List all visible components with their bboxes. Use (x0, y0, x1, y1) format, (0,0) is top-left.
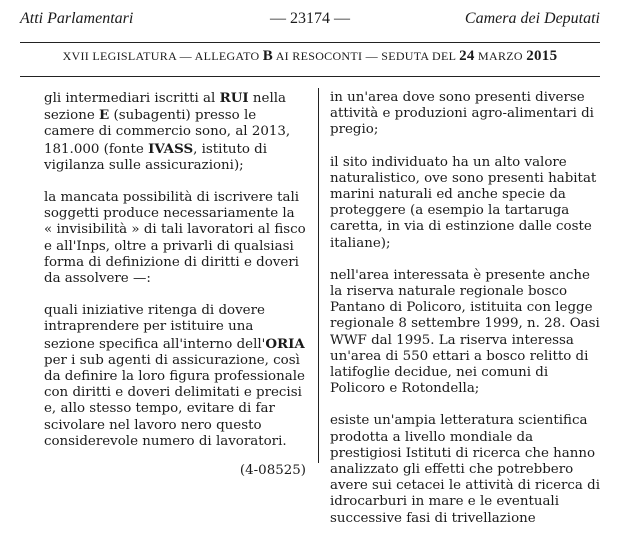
right-paragraph-4: esiste un'ampia letteratura scientifica prodotta a livello mondiale da prestigiosi Istituti di ricerca che hanno analizzato gli effetti che potrebbero avere sui cetacei le attività di ricerca di idrocarburi in mare e le eventuali successive fasi di trivellazione (330, 413, 601, 526)
subheader-year: 2015 (526, 48, 558, 64)
left-paragraph-2: la mancata possibilità di iscrivere tali soggetti produce necessariamente la « invisibilità » di tali lavoratori al fisco e all'Inps, oltre a privarli di qualsiasi forma di definizione di diritti e doveri da assolvere —: (44, 190, 306, 287)
header-top-rule (20, 42, 600, 43)
subheader-part2: AI RESOCONTI — SEDUTA DEL (275, 49, 456, 63)
header-bottom-rule (20, 76, 600, 77)
question-reference: (4-08525) (239, 463, 306, 479)
text-run: quali iniziative ritenga di dovere intraprendere per istituire una sezione specifica all'interno dell' (44, 303, 266, 352)
text-run: (subagenti) presso le camere di commercio sono, al 2013, 181.000 (fonte (44, 108, 291, 157)
text-run: per i sub agenti di assicurazione, così da definire la loro figura professionale con diritti e doveri delimitati e precisi e, allo stesso tempo, evitare di far scivolare nel lavoro nero questo considerevole numero di lavoratori. (44, 352, 305, 449)
header-left-title: Atti Parlamentari (20, 10, 134, 27)
subheader-b: B (262, 48, 274, 64)
right-paragraph-2: il sito individuato ha un alto valore naturalistico, ove sono presenti habitat marini naturali ed anche specie da proteggere (a esempio la tartaruga caretta, in via di estinzione dalle coste italiane); (330, 154, 597, 251)
text-run-bold: RUI (219, 90, 249, 106)
page-number: — 23174 — (270, 10, 350, 27)
left-paragraph-1 (44, 90, 306, 174)
header-right-title: Camera dei Deputati (464, 10, 600, 27)
text-run-bold: IVASS (148, 140, 194, 157)
text-run-bold: E (99, 107, 110, 124)
session-subheader (20, 48, 600, 65)
text-run: nella sezione (44, 91, 287, 124)
subheader-part1: XVII LEGISLATURA — ALLEGATO (62, 49, 260, 63)
right-paragraph-3: nell'area interessata è presente anche la riserva naturale regionale bosco Pantano di Policoro, istituita con legge regionale 8 settembre 1999, n. 28. Oasi WWF dal 1995. La riserva interessa un'area di 550 ettari a bosco relitto di latifoglie decidue, nei comuni di Policoro e Rotondella; (330, 267, 600, 397)
text-run: gli intermediari iscritti al (44, 91, 220, 106)
subheader-part3: MARZO (478, 49, 523, 63)
text-run-bold: ORIA (265, 335, 305, 352)
subheader-day: 24 (459, 48, 475, 64)
left-column (44, 90, 306, 479)
right-column (330, 90, 604, 543)
column-divider (318, 88, 319, 463)
left-paragraph-3 (44, 303, 306, 450)
right-paragraph-1: in un'area dove sono presenti diverse attività e produzioni agro-alimentari di pregio; (330, 90, 594, 138)
page-header (20, 10, 600, 30)
text-run: , istituto di vigilanza sulle assicurazioni); (44, 141, 268, 173)
